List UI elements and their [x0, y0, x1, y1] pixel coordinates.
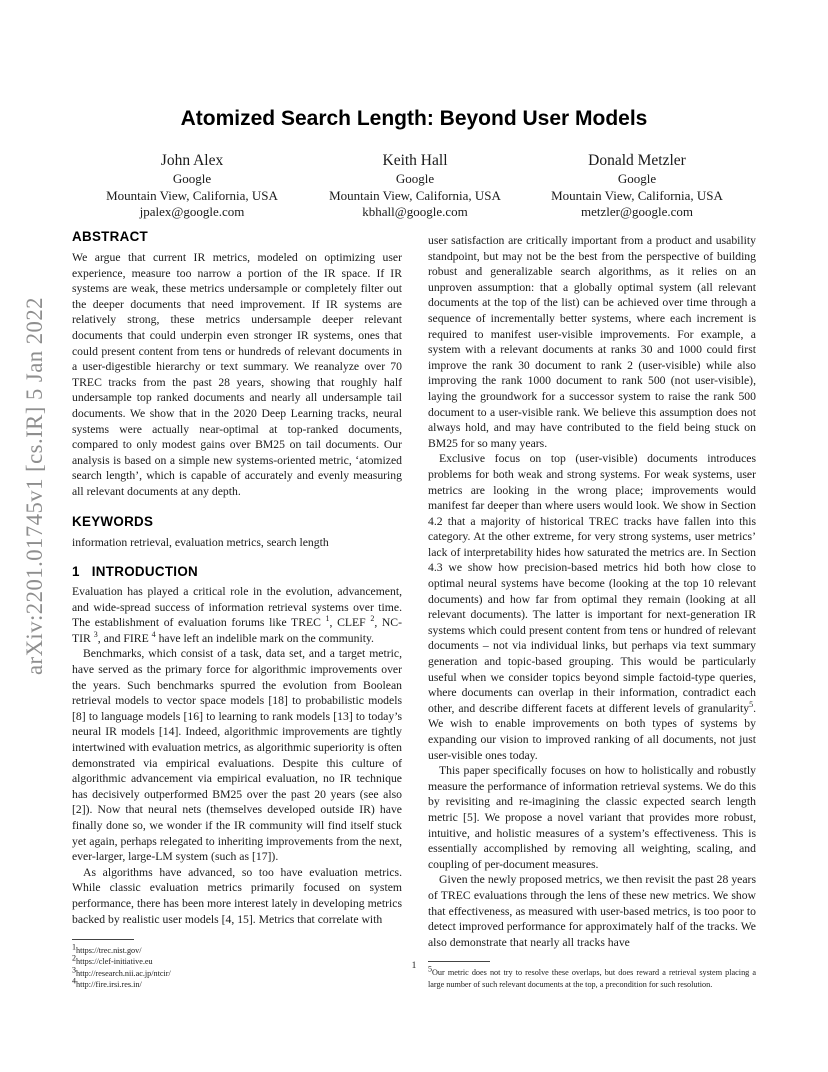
author-email: metzler@google.com	[581, 204, 693, 219]
author-block	[290, 151, 540, 221]
keywords-heading: KEYWORDS	[72, 513, 154, 529]
intro-paragraph-4: Exclusive focus on top (user-visible) documents introduces problems for both weak and strong systems. For weak systems, user metrics are looking in the wrong place; improvements would manifest far deeper than where users would look. We show in Section 4.2 that a majority of historical TREC tracks have fallen into this category. At the other extreme, for very strong systems, user metrics’ lack of interpretability hides how saturated the metrics are. In Section 4.3 we show how precision-based metrics hid both how close to optimal neural systems have become (looking at the top 10 relevant documents) and how far from optimal they remain (looking at all relevant documents). The latter is important for next-generation IR systems which could present content from tens or hundred of relevant documents – not via individual links, but perhaps via text summary generation and topic-based grouping. This would be particularly useful when we consider topics beyond simple factoid-type queries, where documents can overlap in their information, contradict each other, and describe different facets at different levels of granularity$^5$. We wish to enable improvements on both types of systems by expanding our vision to improved ranking of all documents, not just user-visible ones today.	[428, 452, 756, 762]
author-org: Google	[395, 171, 435, 186]
author-location: Mountain View, California, USA	[106, 187, 278, 203]
left-column	[72, 228, 402, 990]
author-name: Donald Metzler	[588, 152, 686, 169]
footnote: $^5$Our metric does not try to resolve these overlaps, but does reward a retrieval system placing a large number of such relevant documents at the top, a precondition for such resolution.	[428, 964, 756, 989]
author-org: Google	[172, 171, 212, 186]
intro-paragraph-6: Given the newly proposed metrics, we then revisit the past 28 years of TREC evaluations through the lens of these new metrics. We show that effectiveness, as measured with user-based metrics, is too poor to detect improved performance for approximately half of the tracks. We also demonstrate that nearly all tracks have	[428, 873, 756, 949]
page-number: 1	[411, 961, 417, 971]
intro-paragraph-3-continued: user satisfaction are critically important from a product and usability standpoint, but may not be the best from the perspective of building robust and generalizable search algorithms, as it relies on an unproven assumption: that a globally optimal system (all relevant documents at the top of the list) can be achieved over time through a sequence of incrementally better systems, where each increment is required to manifest user-visible improvements. For example, a system with a relevant documents at ranks 30 and 1000 could first improve the rank 30 document to rank 2 (user-visible) while also improving the rank 1000 document to rank 500 (not user-visible), laying the groundwork for a successor system to raise the rank 500 document to a user-visible rank. We believe this assumption does not always hold, and may have contributed to the field being stuck on BM25 for so many years.	[428, 234, 756, 450]
footnote-rule	[72, 939, 134, 940]
author-block	[67, 151, 317, 221]
arxiv-stamp	[8, 295, 56, 675]
section-number: 1	[72, 564, 80, 580]
author-block	[512, 151, 762, 221]
abstract-heading: ABSTRACT	[72, 229, 149, 244]
author-name: Keith Hall	[382, 152, 448, 169]
footnote: $^2$https://clef-initiative.eu	[72, 953, 153, 967]
paper-title: Atomized Search Length: Beyond User Models	[180, 107, 648, 130]
introduction-heading	[72, 563, 402, 581]
keywords-text: information retrieval, evaluation metrics, search length	[72, 535, 329, 549]
footnote-ref: 3	[93, 629, 98, 639]
footnote-ref: 1	[325, 614, 330, 624]
section-title: INTRODUCTION	[91, 564, 199, 580]
author-email: kbhall@google.com	[362, 204, 468, 219]
footnote: $^3$http://research.nii.ac.jp/ntcir/	[72, 964, 171, 978]
intro-paragraph-1: Evaluation has played a critical role in the evolution, advancement, and wide-spread success of information retrieval systems over time. The establishment of evaluation forums like TREC $^1$, CLEF $^2$, NC-TIR $^3$, and FIRE $^4$ have left an indelible mark on the community.	[72, 585, 402, 645]
footnote-ref: 2	[370, 614, 375, 624]
right-column	[428, 233, 756, 990]
author-name: John Alex	[160, 152, 224, 169]
author-org: Google	[617, 171, 657, 186]
author-email: jpalex@google.com	[139, 204, 245, 219]
abstract-text: We argue that current IR metrics, modeled on optimizing user experience, measure too narrow a portion of the IR space. If IR systems are weak, these metrics undersample or completely filter out the deeper documents that need improvement. If IR systems are relatively strong, these metrics undersample deeper relevant documents that could underpin even stronger IR systems, ones that could present content from tens or hundreds of relevant documents in a user-digestible hierarchy or text summary. We reanalyze over 70 TREC tracks from the past 28 years, showing that roughly half undersample top ranked documents and nearly all undersample tail documents. We show that in the 2020 Deep Learning tracks, neural systems were actually near-optimal at top-ranked documents, compared to only modest gains over BM25 on tail documents. Our analysis is based on a simple new systems-oriented metric, ‘atomized search length’, which is capable of accurately and evenly measuring all relevant documents at any depth.	[72, 251, 402, 498]
intro-paragraph-2: Benchmarks, which consist of a task, data set, and a target metric, have served as the primary force for algorithmic improvements over the years. Such benchmarks spurred the evolution from Boolean retrieval models to vector space models [18] to probabilistic models [8] to language models [16] to learning to rank models [13] to today’s neural IR models [14]. Indeed, algorithmic improvements are tightly intertwined with evaluation metrics, as algorithmic superiority is often demonstrated via empirical evaluations. Despite this culture of algorithmic advancement via empirical evaluation, no IR technique has decisively outperformed BM25 over the past 20 years (see also [2]). Now that neural nets (themselves developed outside IR) have finally done so, we wonder if the IR community will find itself stuck yet again, perhaps relegated to inheriting improvements from the next, ever-larger, large-LM system (such as [17]).	[72, 647, 402, 864]
intro-paragraph-5: This paper specifically focuses on how to holistically and robustly measure the performance of information retrieval systems. We do this by revisiting and re-imagining the classic expected search length metric [5]. We propose a novel variant that provides more robust, intuitive, and holistic measures of a system’s effectiveness. This is essentially accomplished by removing all weighting, scaling, and coupling of per-document measures.	[428, 764, 756, 871]
footnote-ref: 4	[151, 629, 156, 639]
author-location: Mountain View, California, USA	[551, 187, 723, 203]
author-location: Mountain View, California, USA	[329, 187, 501, 203]
footnote-ref: 5	[749, 699, 754, 709]
intro-paragraph-3: As algorithms have advanced, so too have evaluation metrics. While classic evaluation metrics primarily focused on system performance, there has been more interest lately in developing metrics backed by realistic user models [4, 15]. Metrics that correlate with	[72, 865, 402, 926]
footnote: $^1$https://trec.nist.gov/	[72, 942, 142, 956]
footnote: $^4$http://fire.irsi.res.in/	[72, 976, 142, 989]
arxiv-stamp-text: arXiv:2201.01745v1 [cs.IR] 5 Jan 2022	[22, 295, 47, 675]
